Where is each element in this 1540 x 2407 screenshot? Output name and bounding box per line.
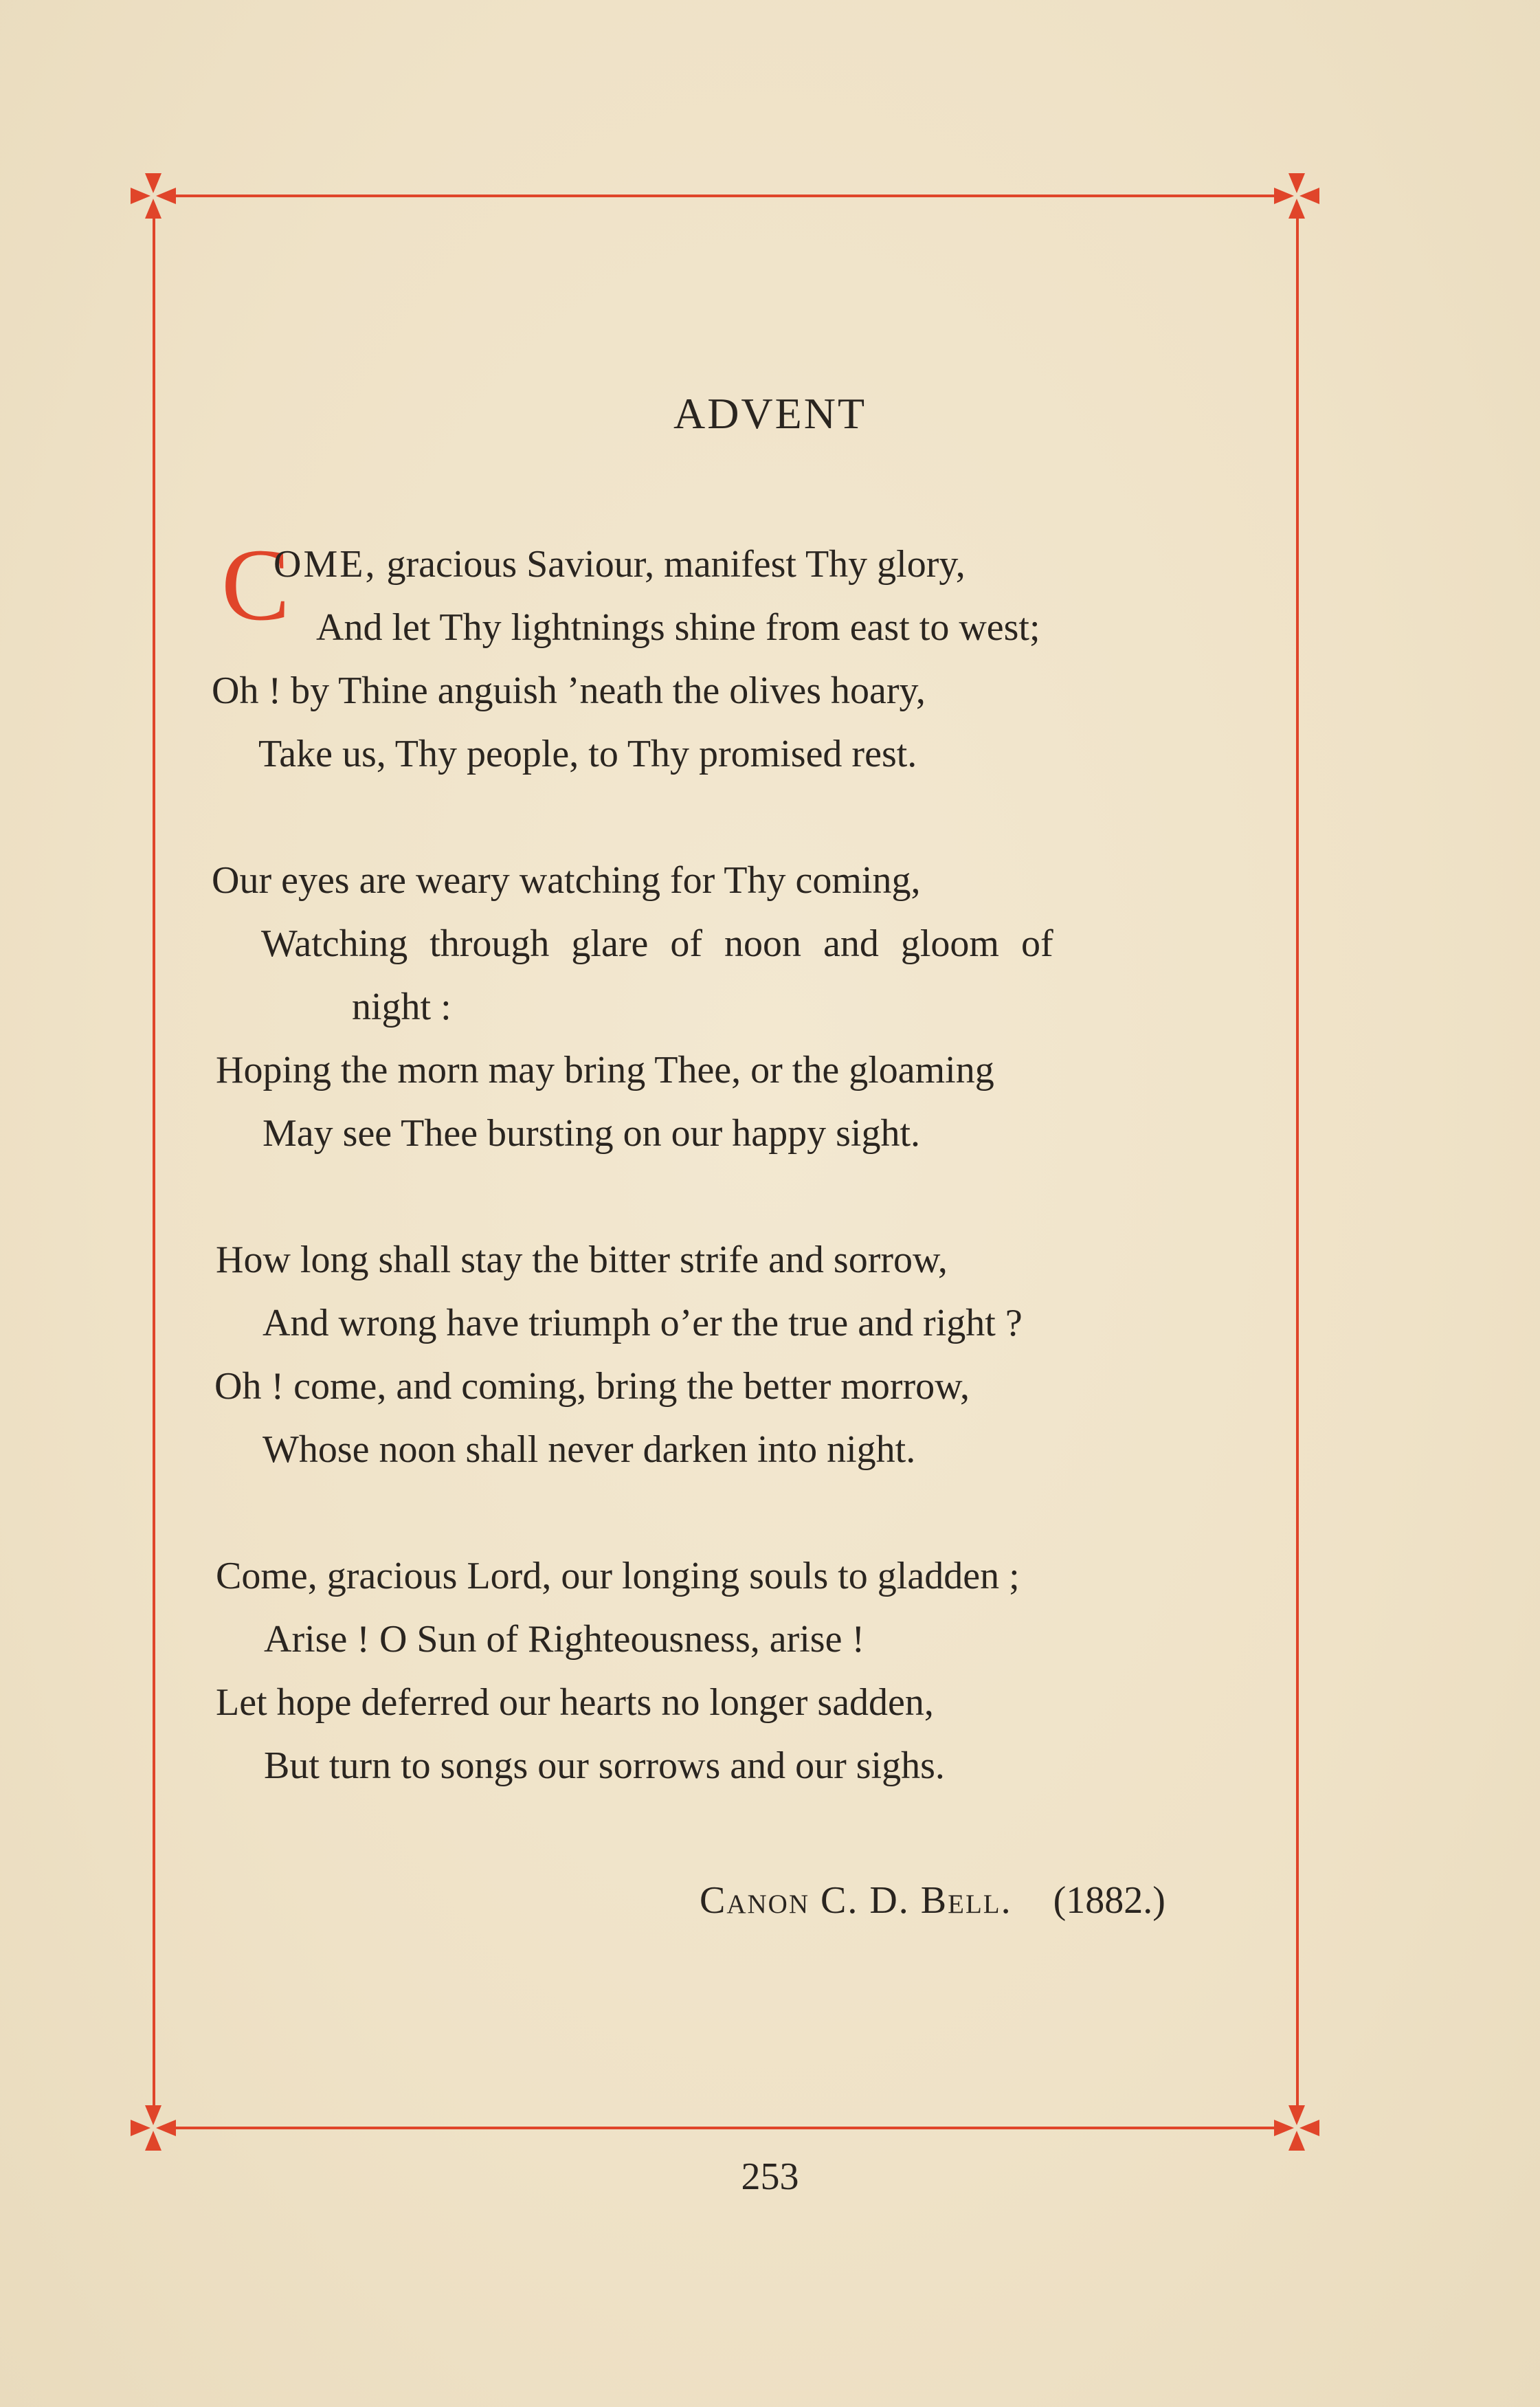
poem-line: Whose noon shall never darken into night. bbox=[263, 1428, 916, 1471]
attribution-author: Canon C. D. Bell. bbox=[700, 1879, 1012, 1922]
poem-line: Our eyes are weary watching for Thy coming, bbox=[212, 859, 921, 902]
poem-line: And let Thy lightnings shine from east to west; bbox=[316, 606, 1040, 649]
poem-line: And wrong have triumph o’er the true and right ? bbox=[263, 1302, 1023, 1344]
poem-title: ADVENT bbox=[673, 389, 867, 438]
poem-line: Come, gracious Lord, our longing souls to gladden ; bbox=[216, 1555, 1020, 1597]
poem-line: Let hope deferred our hearts no longer sadden, bbox=[216, 1681, 934, 1724]
poem-line: Oh ! by Thine anguish ’neath the olives hoary, bbox=[212, 669, 926, 712]
poem-line: Watching through glare of noon and gloom of bbox=[261, 922, 1053, 965]
corner-cross-icon bbox=[1273, 172, 1321, 220]
page-number: 253 bbox=[741, 2155, 799, 2198]
corner-cross-icon bbox=[1273, 2104, 1321, 2152]
poem-line: But turn to songs our sorrows and our sighs. bbox=[264, 1744, 945, 1787]
poem-line: night : bbox=[352, 986, 451, 1028]
poem-line: May see Thee bursting on our happy sight. bbox=[263, 1112, 921, 1155]
poem-line: Oh ! come, and coming, bring the better morrow, bbox=[214, 1365, 970, 1408]
drop-cap: C bbox=[221, 528, 291, 642]
corner-cross-icon bbox=[129, 172, 177, 220]
poem-line: Hoping the morn may bring Thee, or the gloaming bbox=[216, 1049, 994, 1091]
poem-line: How long shall stay the bitter strife and sorrow, bbox=[216, 1239, 948, 1281]
left-border-rule bbox=[153, 219, 155, 2105]
first-word-small-caps: OME, bbox=[274, 543, 377, 586]
corner-cross-icon bbox=[129, 2104, 177, 2152]
poem-line: Arise ! O Sun of Righteousness, arise ! bbox=[264, 1618, 865, 1661]
poem-line: Take us, Thy people, to Thy promised rest. bbox=[258, 733, 917, 775]
poem-line bbox=[274, 540, 966, 588]
top-border-rule bbox=[172, 195, 1285, 197]
first-line-rest: gracious Saviour, manifest Thy glory, bbox=[377, 543, 966, 586]
attribution bbox=[700, 1876, 1165, 1925]
bottom-border-rule bbox=[172, 2127, 1285, 2129]
attribution-year: (1882.) bbox=[1053, 1879, 1165, 1922]
right-border-rule bbox=[1296, 219, 1299, 2105]
